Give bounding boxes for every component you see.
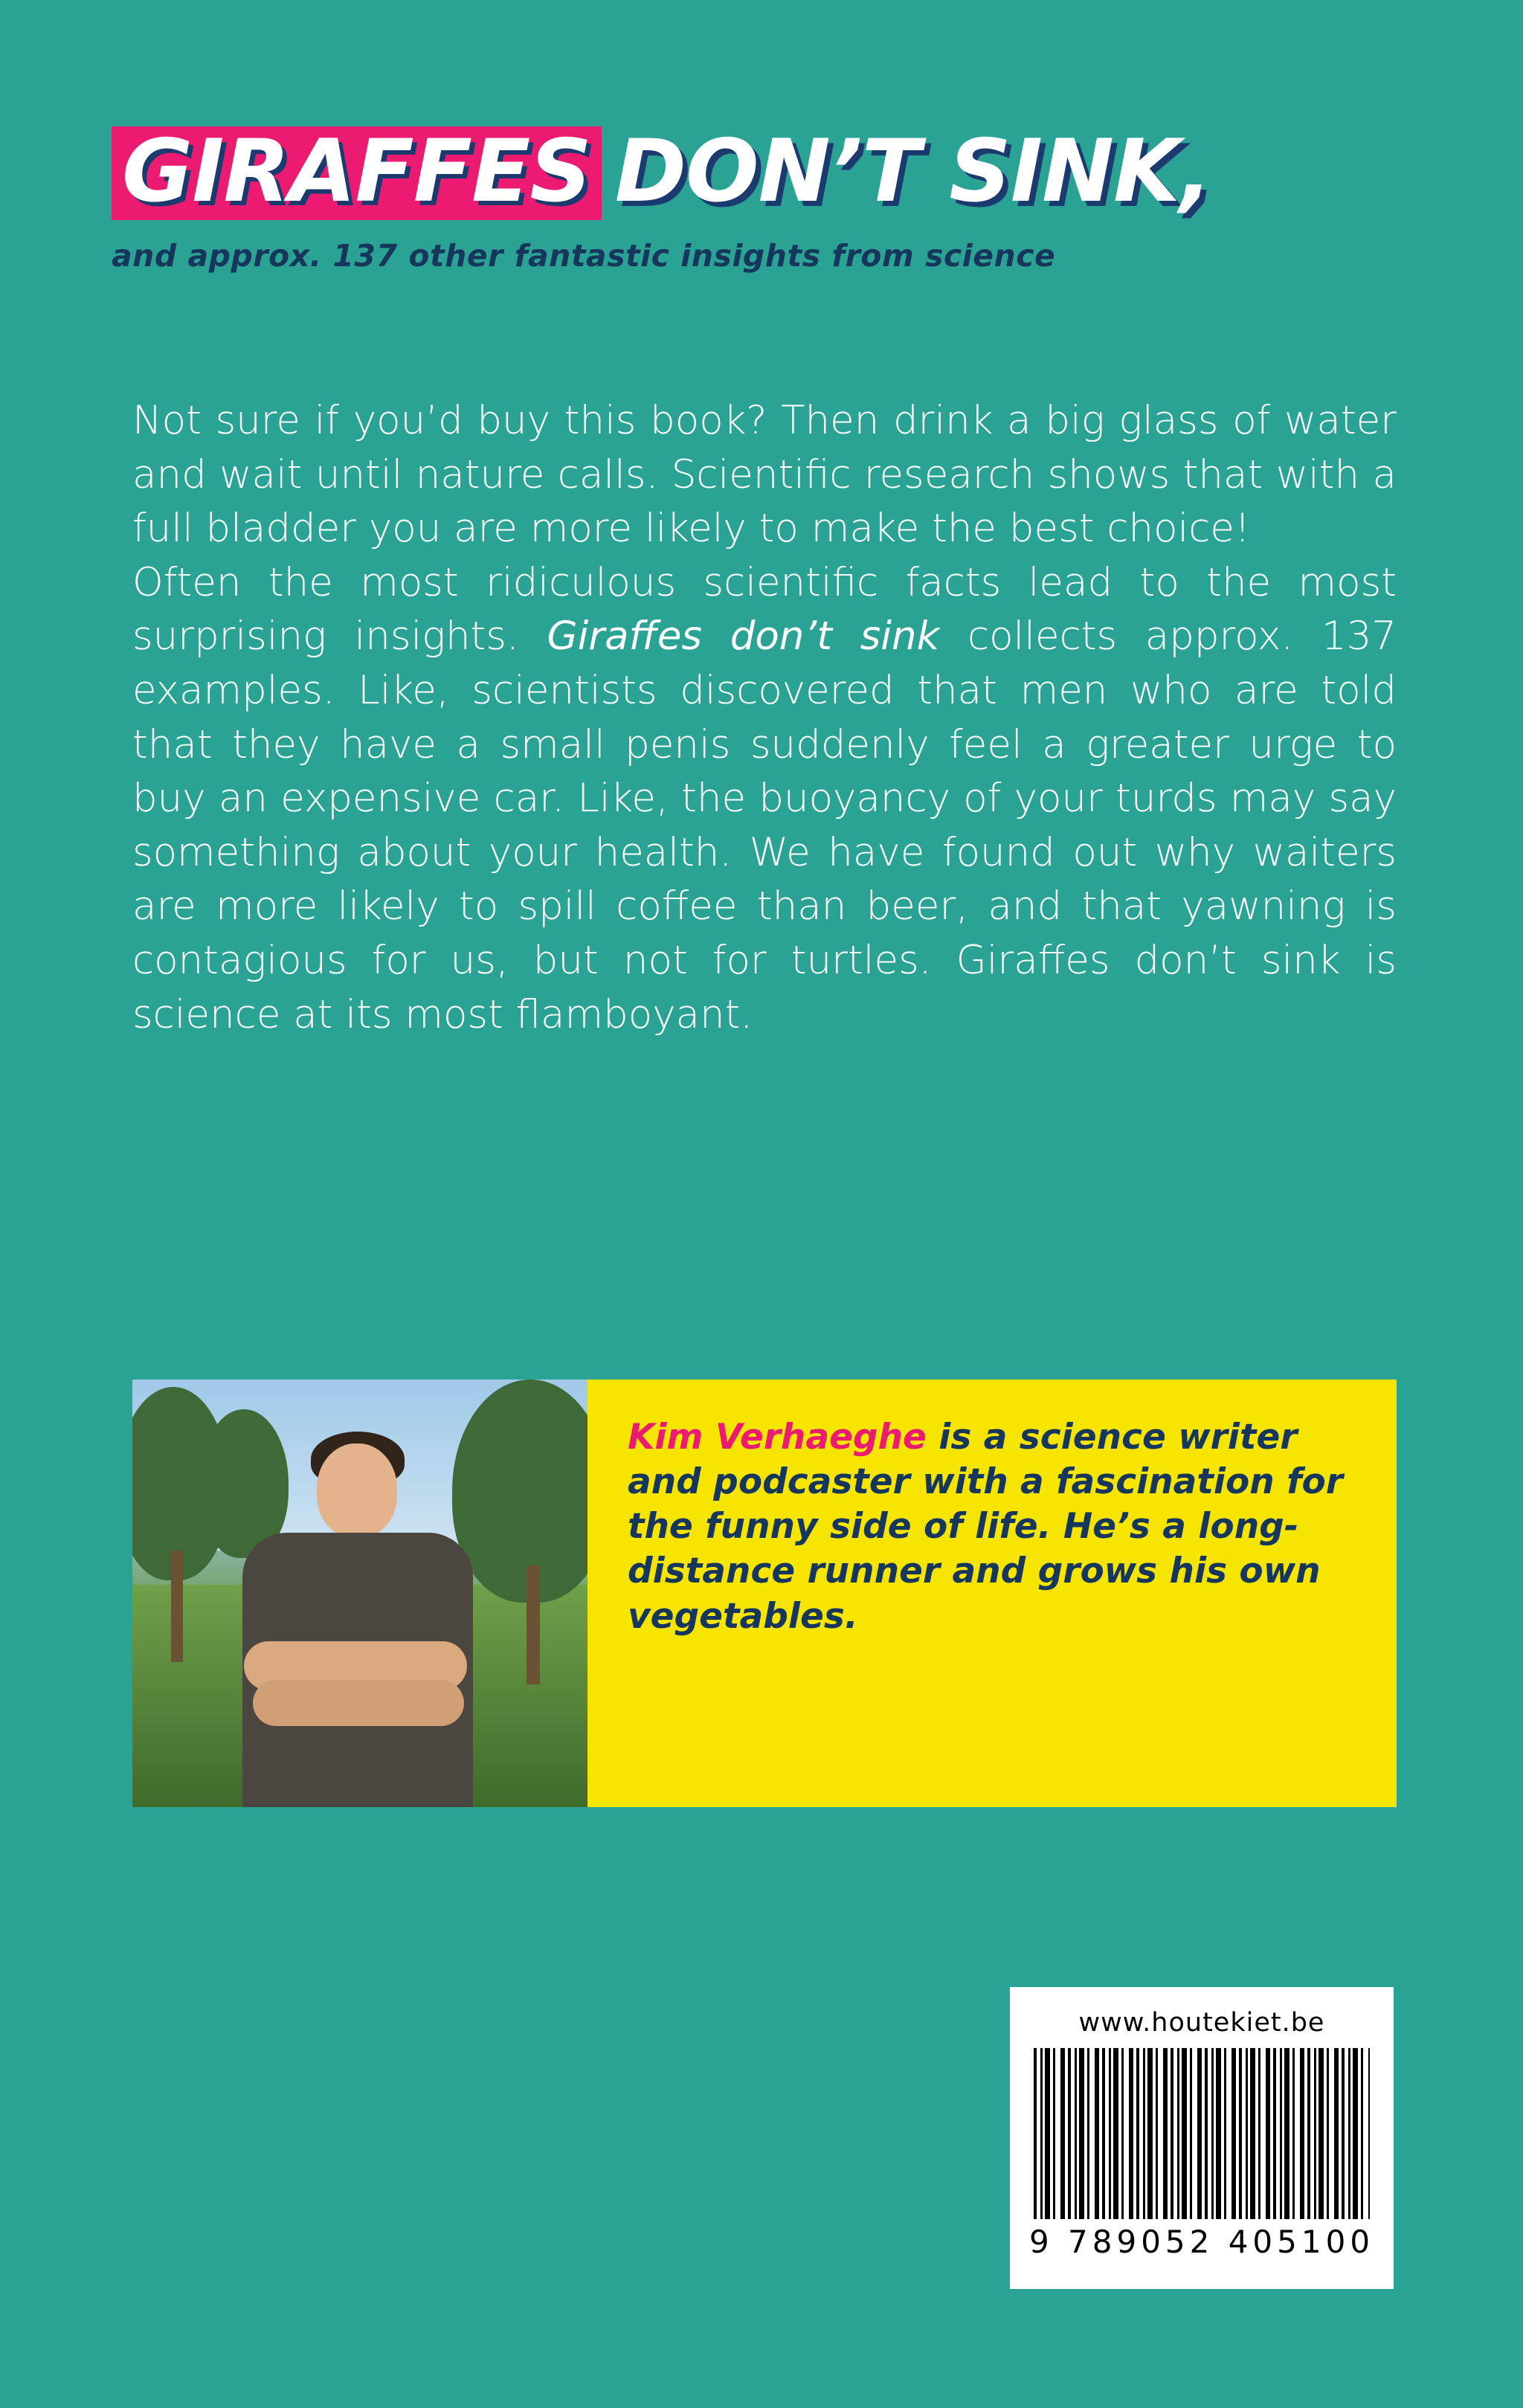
author-bio-body: is a science writer and podcaster with a fascination for the funny side of life. He’s a long-distance runner and grows his own vegetables.: [628, 1417, 1343, 1637]
author-bio-text: [628, 1415, 1356, 1639]
photo-trunk-right: [527, 1565, 540, 1684]
author-name: Kim Verhaeghe: [628, 1417, 927, 1458]
title-block: [112, 121, 1420, 274]
barcode-box: [1010, 1987, 1394, 2289]
photo-person-arm-lower: [253, 1680, 464, 1726]
blurb-paragraph-2: [132, 556, 1397, 1042]
photo-trunk-left: [171, 1551, 183, 1662]
barcode-digits: 9 789052 405100: [1028, 2224, 1375, 2260]
publisher-url: www.houtekiet.be: [1078, 2008, 1325, 2038]
author-strip: [132, 1380, 1397, 1807]
author-photo: [132, 1380, 587, 1807]
author-bio-panel: [587, 1380, 1397, 1807]
blurb-p2-part2: collects approx. 137 examples. Like, scientists discovered that men who are told that they have a small penis suddenly feel a greater urge to buy an expensive car. Like, the buoyancy of your turds may say something about your health. We have found out why waiters are more likely to spill coffee than beer, and that yawning is contagious for us, but not for turtles. Giraffes don’t sink is science at its most flamboyant.: [132, 614, 1397, 1037]
photo-person-head: [317, 1443, 397, 1537]
blurb-text: [132, 394, 1397, 1042]
title-highlight-word: GIRAFFES: [112, 126, 602, 220]
blurb-paragraph-1: Not sure if you’d buy this book? Then drink a big glass of water and wait until nature calls. Scientific research shows that with a full bladder you are more likely to make the best choice!: [132, 398, 1397, 552]
title-rest: DON’T SINK,: [614, 121, 1212, 222]
blurb-p2-title-italic: Giraffes don’t sink: [547, 614, 940, 660]
barcode-bars: [1034, 2048, 1370, 2219]
subtitle: and approx. 137 other fantastic insights from science: [112, 238, 1056, 274]
blurb-p2-part1: Often the most ridiculous scientific facts lead to the most surprising insights.: [132, 559, 1397, 660]
main-title: [112, 121, 1420, 222]
